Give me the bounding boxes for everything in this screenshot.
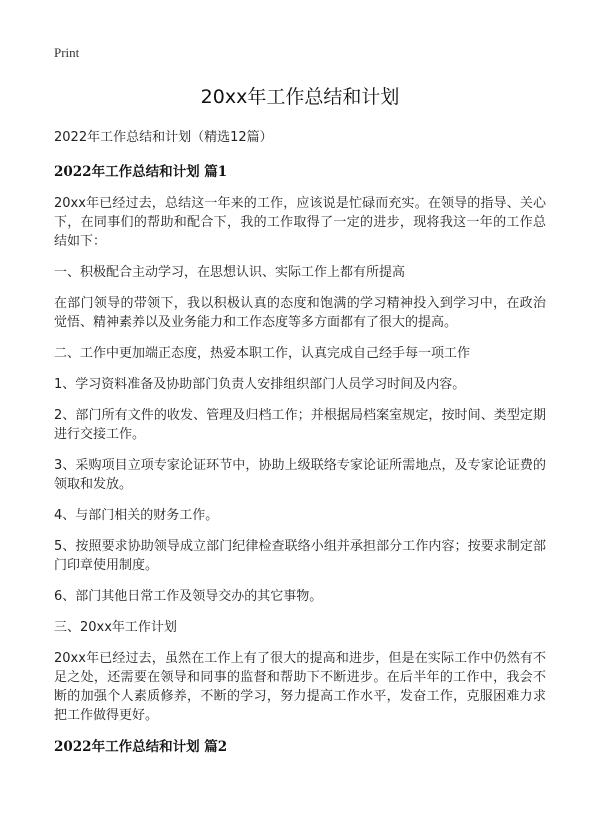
list-item: 3、采购项目立项专家论证环节中，协助上级联络专家论证所需地点，及专家论证费的领取和发放。 — [54, 458, 546, 492]
print-label[interactable]: Print — [54, 45, 80, 60]
paragraph-point-1: 一、积极配合主动学习，在思想认识、实际工作上都有所提高 — [54, 265, 406, 280]
paragraph-point-2: 二、工作中更加端正态度，热爱本职工作，认真完成自己经手每一项工作 — [54, 346, 471, 361]
paragraph-intro: 20xx年已经过去，总结这一年来的工作，应该说是忙碌而充实。在领导的指导、关心下，在同事们的帮助和配合下，我的工作取得了一定的进步，现将我这一年的工作总结如下： — [54, 196, 546, 249]
list-item: 4、与部门相关的财务工作。 — [54, 508, 219, 523]
page-title: 20xx年工作总结和计划 — [200, 86, 400, 108]
paragraph-point-1-detail: 在部门领导的带领下，我以积极认真的态度和饱满的学习精神投入到学习中，在政治觉悟、精神素养以及业务能力和工作态度等多方面都有了很大的提高。 — [54, 296, 546, 330]
list-item: 6、部门其他日常工作及领导交办的其它事物。 — [54, 589, 323, 604]
list-item: 5、按照要求协助领导成立部门纪律检查联络小组并承担部分工作内容；按要求制定部门印章使用制度。 — [54, 539, 546, 573]
list-item: 1、学习资料准备及协助部门负责人安排组织部门人员学习时间及内容。 — [54, 377, 466, 392]
list-item: 2、部门所有文件的收发、管理及归档工作；并根据局档案室规定，按时间、类型定期进行交接工作。 — [54, 408, 546, 442]
section-heading-1: 2022年工作总结和计划 篇1 — [54, 164, 228, 180]
paragraph-point-3: 三、20xx年工作计划 — [54, 620, 177, 635]
document-subtitle: 2022年工作总结和计划（精选12篇） — [54, 130, 273, 145]
section-heading-2: 2022年工作总结和计划 篇2 — [54, 739, 228, 755]
paragraph-plan: 20xx年已经过去，虽然在工作上有了很大的提高和进步，但是在实际工作中仍然有不足之处，还需要在领导和同事的监督和帮助下不断进步。在后半年的工作中，我会不断的加强个人素质修养，不断的学习，努力提高工作水平，发奋工作，克服困难力求把工作做得更好。 — [54, 651, 546, 723]
